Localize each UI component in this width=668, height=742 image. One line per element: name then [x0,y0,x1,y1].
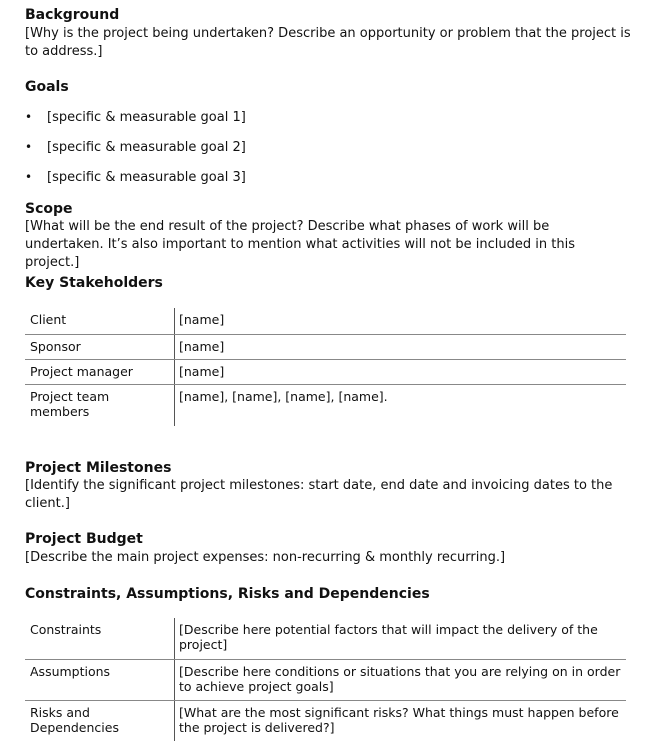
background-text: [Why is the project being undertaken? Describe an opportunity or problem that the project is to address.] [25,26,631,59]
goal-text: [specific & measurable goal 2] [47,140,246,155]
stakeholders-heading: Key Stakeholders [25,275,163,291]
table-row [25,384,626,426]
bullet-icon: • [25,110,33,124]
table-row [25,659,626,700]
goals-heading: Goals [25,79,69,95]
stakeholder-name: [name] [175,359,627,384]
table-row [25,308,626,334]
scope-text: [What will be the end result of the project? Describe what phases of work will be undertaken. It’s also important to mention what activities will not be included in this project.] [25,219,575,270]
bullet-icon: • [25,140,33,154]
goal-item [25,139,325,156]
constraint-description: [What are the most significant risks? What things must happen before the project is delivered?] [175,700,627,741]
milestones-text: [Identify the significant project milestones: start date, end date and invoicing dates to the client.] [25,478,613,511]
goal-item [25,109,325,126]
stakeholder-name: [name] [175,308,627,334]
constraints-heading: Constraints, Assumptions, Risks and Dependencies [25,586,430,602]
budget-text: [Describe the main project expenses: non-recurring & monthly recurring.] [25,550,506,565]
background-heading: Background [25,7,120,23]
table-row [25,359,626,384]
goal-item [25,169,325,186]
constraints-table [25,618,626,741]
goal-text: [specific & measurable goal 3] [47,170,246,185]
stakeholder-role: Sponsor [25,334,175,359]
constraint-category: Risks and Dependencies [30,704,119,735]
stakeholder-role: Project manager [25,359,175,384]
milestones-heading: Project Milestones [25,460,172,476]
table-row [25,700,626,741]
table-row [25,334,626,359]
stakeholder-name: [name] [175,334,627,359]
table-row [25,618,626,659]
stakeholder-role: Client [25,308,175,334]
stakeholders-table [25,308,626,426]
constraint-description: [Describe here potential factors that will impact the delivery of the project] [175,618,627,659]
bullet-icon: • [25,170,33,184]
scope-heading: Scope [25,201,73,217]
constraint-description: [Describe here conditions or situations that you are relying on in order to achieve project goals] [175,659,627,700]
goal-text: [specific & measurable goal 1] [47,110,246,125]
constraint-category: Assumptions [25,659,175,700]
stakeholder-name: [name], [name], [name], [name]. [175,384,627,426]
stakeholder-role: Project team members [30,388,110,419]
constraint-category: Constraints [25,618,175,659]
budget-heading: Project Budget [25,531,143,547]
